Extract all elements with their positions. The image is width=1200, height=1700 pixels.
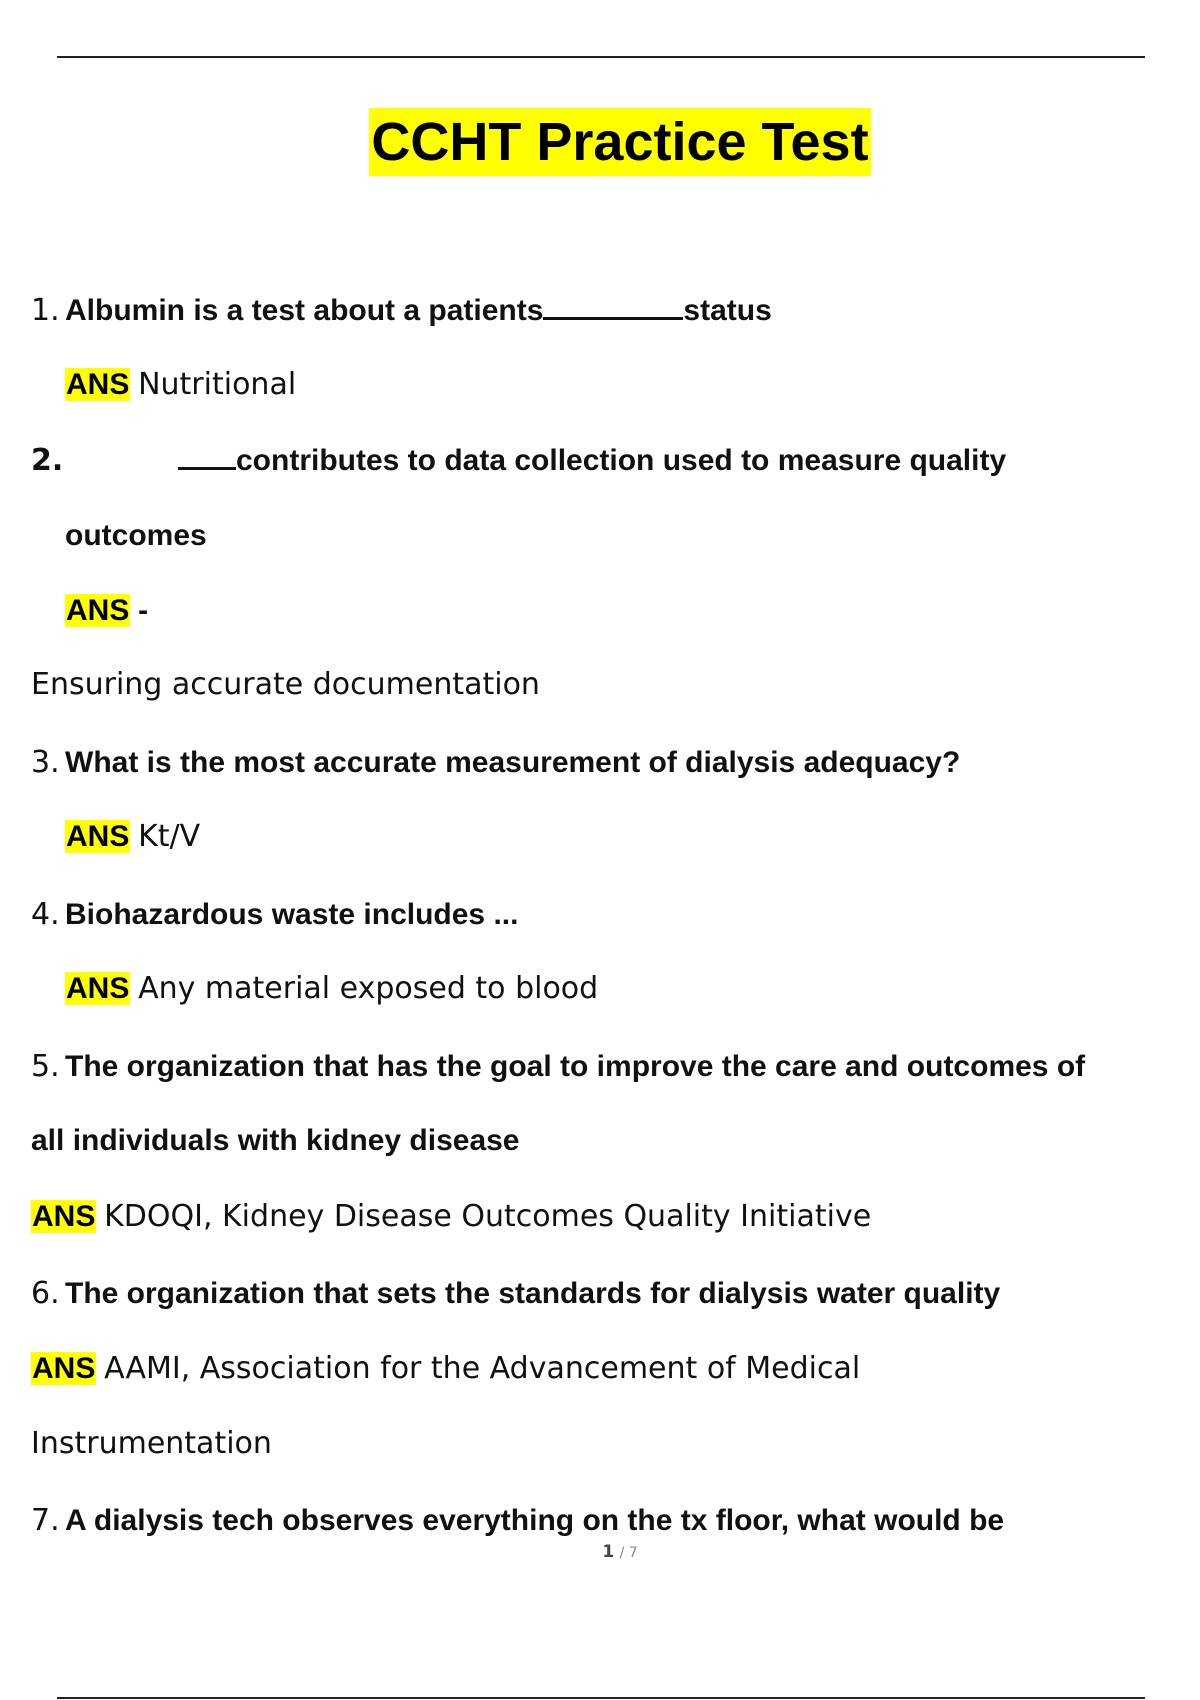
answer-blank [543, 295, 683, 320]
answer-blank [178, 445, 236, 470]
question-text: all individuals with kidney disease [31, 1124, 520, 1157]
answer-2 [31, 664, 540, 705]
question-3 [31, 742, 960, 783]
page-indicator [0, 1542, 1200, 1562]
ans-label: ANS [32, 1200, 96, 1233]
question-text: outcomes [65, 519, 207, 552]
answer-6 [31, 1348, 860, 1389]
total-pages: / 7 [619, 1545, 638, 1561]
question-1 [31, 290, 772, 331]
question-text: status [683, 294, 772, 327]
question-number: 6. [31, 1276, 60, 1311]
answer-text: Ensuring accurate documentation [31, 667, 540, 702]
answer-1 [65, 364, 296, 405]
question-5-continued [31, 1120, 520, 1161]
question-6 [31, 1273, 1000, 1314]
answer-3 [65, 816, 200, 857]
question-text: Biohazardous waste includes ... [65, 898, 519, 931]
answer-text: AAMI, Association for the Advancement of Medical [104, 1351, 861, 1386]
title-block [0, 108, 1200, 176]
ans-label: ANS [66, 972, 130, 1005]
ans-label: ANS [66, 594, 130, 627]
ans-label: ANS [32, 1352, 96, 1385]
question-2 [31, 440, 1006, 481]
ans-dash: - [138, 594, 149, 627]
question-text: Albumin is a test about a patients [65, 294, 544, 327]
question-text: The organization that has the goal to improve the care and outcomes of [65, 1050, 1086, 1083]
question-number: 3. [31, 745, 60, 780]
bottom-rule [57, 1697, 1145, 1699]
question-2-continued [65, 515, 207, 556]
answer-6-continued [31, 1423, 272, 1464]
answer-text: Instrumentation [31, 1426, 272, 1461]
answer-4 [65, 968, 598, 1009]
page-title: CCHT Practice Test [369, 108, 870, 176]
top-rule [57, 56, 1145, 58]
question-number: 2. [31, 443, 64, 478]
question-number: 5. [31, 1049, 60, 1084]
question-5 [31, 1046, 1085, 1087]
question-number: 4. [31, 897, 60, 932]
ans-label: ANS [66, 820, 130, 853]
question-text: contributes to data collection used to measure quality [236, 444, 1007, 477]
question-7 [31, 1500, 1004, 1541]
answer-5 [31, 1196, 871, 1237]
question-text: A dialysis tech observes everything on the tx floor, what would be [65, 1504, 1005, 1537]
answer-text: Kt/V [138, 819, 201, 854]
question-4 [31, 894, 518, 935]
ans-label: ANS [66, 368, 130, 401]
question-number: 7. [31, 1503, 60, 1538]
answer-text: Nutritional [138, 367, 297, 402]
question-number: 1. [31, 293, 60, 328]
question-text: The organization that sets the standards for dialysis water quality [65, 1277, 1001, 1310]
answer-2-label [65, 590, 148, 631]
current-page: 1 [602, 1542, 615, 1562]
answer-text: Any material exposed to blood [138, 971, 599, 1006]
question-text: What is the most accurate measurement of dialysis adequacy? [65, 746, 961, 779]
answer-text: KDOQI, Kidney Disease Outcomes Quality Initiative [104, 1199, 872, 1234]
